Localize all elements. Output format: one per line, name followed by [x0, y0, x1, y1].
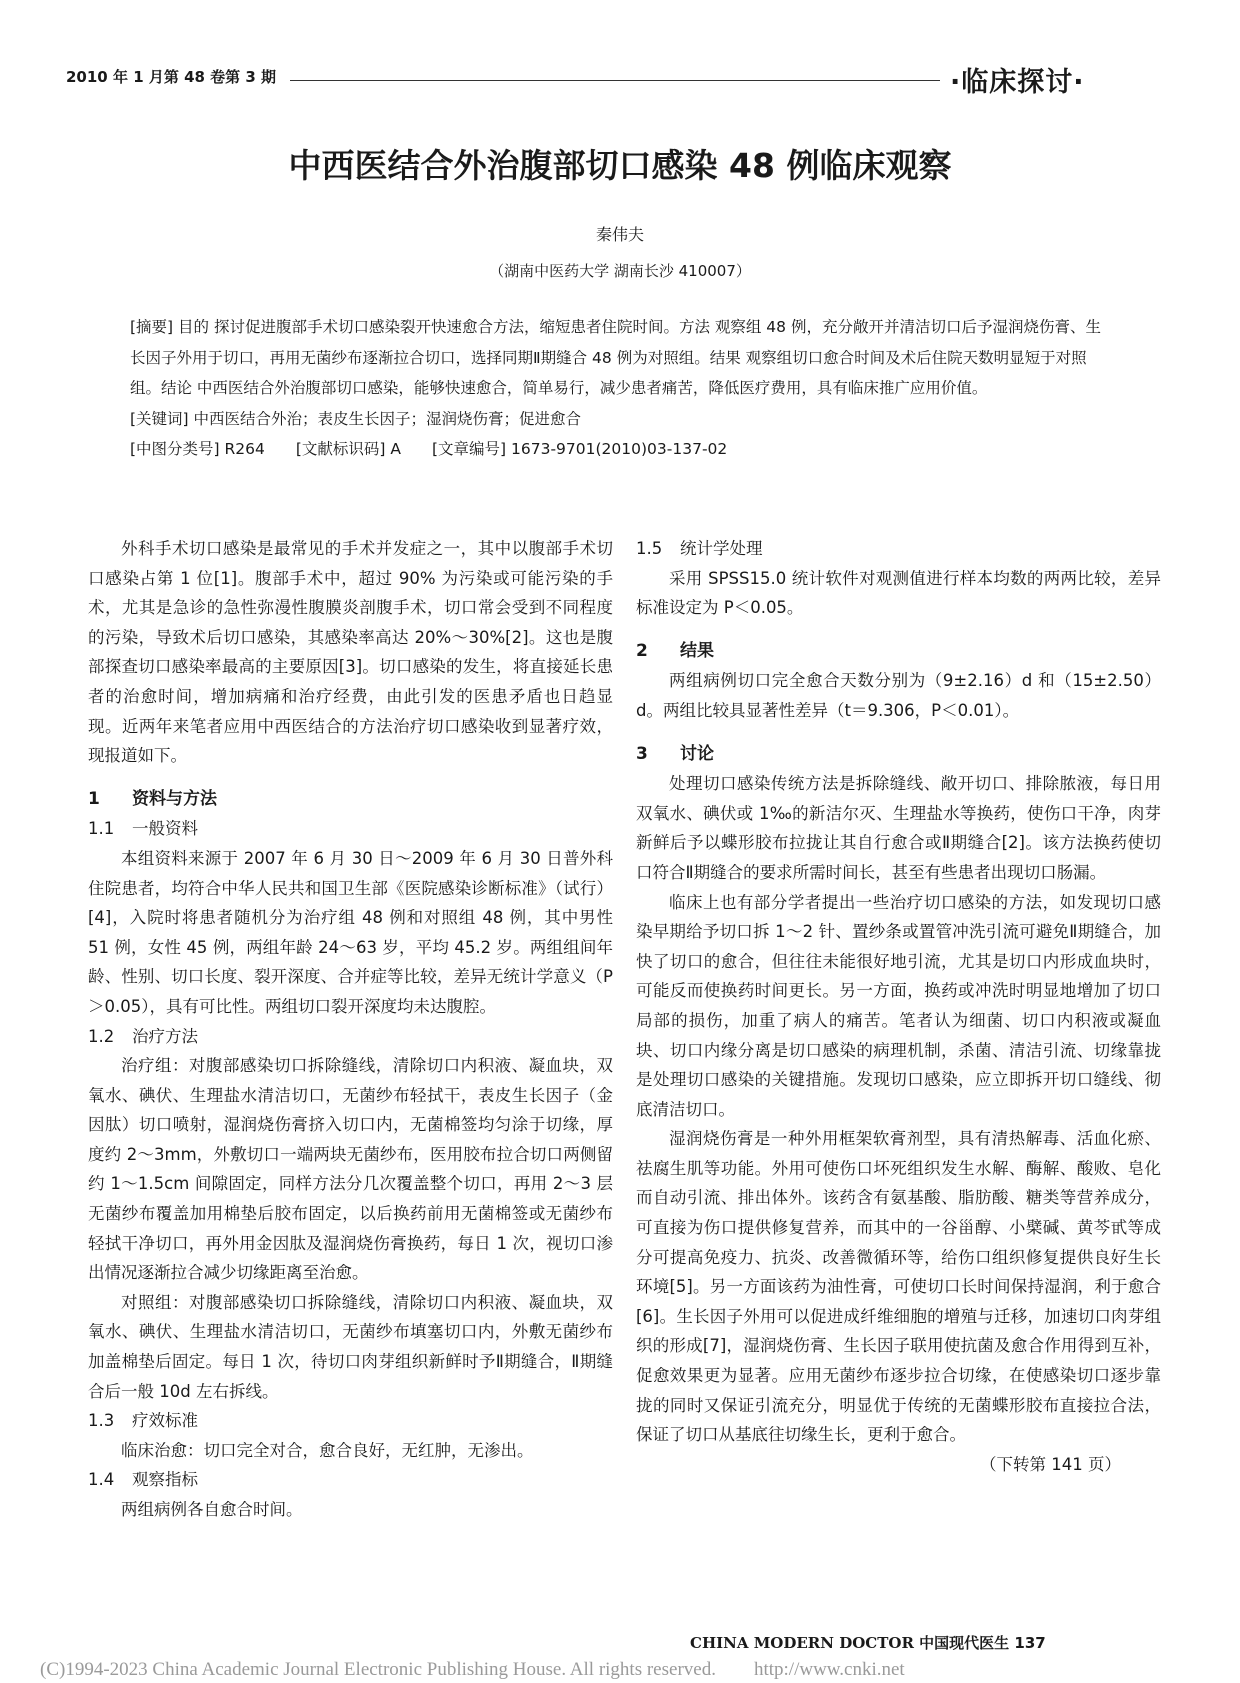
copyright-watermark: (C)1994-2023 China Academic Journal Electronic Publishing House. All rights reserved. http://www.cnki.net — [40, 1659, 905, 1680]
affiliation: （湖南中医药大学 湖南长沙 410007） — [489, 262, 751, 280]
author: 秦伟夫 — [595, 225, 644, 244]
body-paragraph: 处理切口感染传统方法是拆除缝线、敞开切口、排除脓液，每日用双氧水、碘伏或 1‰的新洁尔灭、生理盐水等换药，使伤口干净，肉芽新鲜后予以蝶形胶布拉拢让其自行愈合或Ⅱ期缝合[2]。该方法换药使切口符合Ⅱ期缝合的要求所需时间长，甚至有些患者出现切口肠漏。 — [636, 774, 1161, 882]
body-paragraph: 湿润烧伤膏是一种外用框架软膏剂型，具有清热解毒、活血化瘀、祛腐生肌等功能。外用可使伤口坏死组织发生水解、酶解、酸败、皂化而自动引流、排出体外。该药含有氨基酸、脂肪酸、糖类等营养成分，可直接为伤口提供修复营养，而其中的一谷甾醇、小檗碱、黄芩甙等成分可提高免疫力、抗炎、改善微循环等，给伤口组织修复提供良好生长环境[5]。另一方面该药为油性膏，可使切口长时间保持湿润，利于愈合[6]。生长因子外用可以促进成纤维细胞的增殖与迁移，加速切口肉芽组织的形成[7]，湿润烧伤膏、生长因子联用使抗菌及愈合作用得到互补，促愈效果更为显著。应用无菌纱布逐步拉合切缘，在使感染切口逐步靠拢的同时又保证引流充分，明显优于传统的无菌蝶形胶布直接拉合法，保证了切口从基底往切缘生长，更利于愈合。 — [636, 1129, 1161, 1445]
section-title: 讨论 — [680, 743, 714, 764]
subsection-title: 统计学处理 — [680, 539, 763, 558]
subsection-number: 1.5 — [636, 539, 663, 558]
body-paragraph: 临床上也有部分学者提出一些治疗切口感染的方法，如发现切口感染早期给予切口拆 1～2 针、置纱条或置管冲洗引流可避免Ⅱ期缝合，加快了切口的愈合，但往往未能很好地引流，尤其是切口内形成血块时，可能反而使换药时间更长。另一方面，换药或冲洗时明显地增加了切口局部的损伤，加重了病人的痛苦。笔者认为细菌、切口内积液或凝血块、切口内缘分离是切口感染的病理机制，杀菌、清洁引流、切缘靠拢是处理切口感染的关键措施。发现切口感染，应立即拆开切口缝线、彻底清洁切口。 — [636, 892, 1161, 1119]
section-heading — [88, 785, 613, 815]
section-label: ·临床探讨· — [950, 67, 1085, 98]
body-paragraph: 两组病例各自愈合时间。 — [121, 1500, 303, 1519]
subsection-number: 1.2 — [88, 1026, 115, 1046]
abstract-text: [摘要] 目的 探讨促进腹部手术切口感染裂开快速愈合方法，缩短患者住院时间。方法 观察组 48 例，充分敞开并清洁切口后予湿润烧伤膏、生长因子外用于切口，再用无菌纱布逐渐拉合切口，选择同期Ⅱ期缝合 48 例为对照组。结果 观察组切口愈合时间及术后住院天数明显短于对照组。结论 中西医结合外治腹部切口感染，能够快速愈合，简单易行，减少患者痛苦，降低医疗费用，具有临床推广应用价值。 — [130, 318, 1101, 397]
article-title: 中西医结合外治腹部切口感染 48 例临床观察 — [288, 146, 952, 185]
subsection-title: 一般资料 — [132, 819, 198, 839]
section-number: 1 — [88, 788, 100, 809]
body-paragraph: 本组资料来源于 2007 年 6 月 30 日～2009 年 6 月 30 日普外科住院患者，均符合中华人民共和国卫生部《医院感染诊断标准》（试行）[4]，入院时将患者随机分为治疗组 48 例和对照组 48 例，其中男性 51 例，女性 45 例，两组年龄 24～63 岁，平均 45.2 岁。两组组间年龄、性别、切口长度、裂开深度、合并症等比较，差异无统计学意义（P＞0.05），具有可比性。两组切口裂开深度均未达腹腔。 — [88, 848, 613, 1016]
subsection-number: 1.4 — [88, 1470, 115, 1490]
subsection-heading — [88, 1406, 613, 1436]
section-title: 资料与方法 — [132, 788, 217, 809]
subsection-number: 1.1 — [88, 819, 115, 839]
journal-name-en: CHINA MODERN DOCTOR — [690, 1634, 914, 1652]
subsection-number: 1.3 — [88, 1411, 115, 1431]
issue-info: 2010 年 1 月第 48 卷第 3 期 — [66, 68, 277, 86]
section-number: 2 — [636, 640, 648, 661]
journal-name-cn: 中国现代医生 — [919, 1634, 1010, 1652]
body-paragraph: 两组病例切口完全愈合天数分别为（9±2.16）d 和（15±2.50）d。两组比较具显著性差异（t＝9.306，P＜0.01）。 — [636, 671, 1161, 720]
page-number: 137 — [1014, 1634, 1046, 1652]
body-paragraph: 采用 SPSS15.0 统计软件对观测值进行样本均数的两两比较，差异标准设定为 P＜0.05。 — [636, 568, 1161, 618]
continued-note: （下转第 141 页） — [980, 1454, 1121, 1474]
right-column — [636, 534, 1161, 1479]
subsection-title: 疗效标准 — [132, 1411, 198, 1431]
keywords: [关键词] 中西医结合外治；表皮生长因子；湿润烧伤膏；促进愈合 — [130, 409, 582, 428]
page-footer — [690, 1632, 1046, 1653]
section-heading — [636, 637, 1161, 667]
subsection-heading — [88, 1465, 613, 1495]
body-paragraph: 对照组：对腹部感染切口拆除缝线，清除切口内积液、凝血块，双氧水、碘伏、生理盐水清洁切口，无菌纱布填塞切口内，外敷无菌纱布加盖棉垫后固定。每日 1 次，待切口肉芽组织新鲜时予Ⅱ期缝合，Ⅱ期缝合后一般 10d 左右拆线。 — [88, 1292, 613, 1401]
intro-paragraph: 外科手术切口感染是最常见的手术并发症之一，其中以腹部手术切口感染占第 1 位[1]。腹部手术中，超过 90% 为污染或可能污染的手术，尤其是急诊的急性弥漫性腹膜炎剖腹手术，切口常会受到不同程度的污染，导致术后切口感染，其感染率高达 20%～30%[2]。这也是腹部探查切口感染率最高的主要原因[3]。切口感染的发生，将直接延长患者的治愈时间，增加病痛和治疗经费，由此引发的医患矛盾也日趋显现。近两年来笔者应用中西医结合的方法治疗切口感染收到显著疗效，现报道如下。 — [88, 539, 613, 766]
subsection-heading — [88, 814, 613, 844]
classification-codes: [中图分类号] R264 [文献标识码] A [文章编号] 1673-9701(2010)03-137-02 — [130, 440, 728, 458]
subsection-title: 治疗方法 — [132, 1026, 198, 1046]
section-title: 结果 — [680, 640, 714, 661]
subsection-heading — [88, 1022, 613, 1052]
header-rule — [290, 80, 940, 81]
subsection-heading — [636, 534, 1161, 564]
subsection-title: 观察指标 — [132, 1470, 198, 1490]
left-column — [88, 534, 613, 1525]
abstract-block — [130, 312, 1115, 465]
section-heading — [636, 740, 1161, 770]
section-number: 3 — [636, 743, 648, 764]
body-paragraph: 临床治愈：切口完全对合，愈合良好，无红肿，无渗出。 — [121, 1440, 534, 1460]
body-paragraph: 治疗组：对腹部感染切口拆除缝线，清除切口内积液、凝血块，双氧水、碘伏、生理盐水清洁切口，无菌纱布轻拭干，表皮生长因子（金因肽）切口喷射，湿润烧伤膏挤入切口内，无菌棉签均匀涂于切缘，厚度约 2～3mm，外敷切口一端两块无菌纱布，医用胶布拉合切口两侧留约 1～1.5cm 间隙固定，同样方法分几次覆盖整个切口，再用 2～3 层无菌纱布覆盖加用棉垫后胶布固定，以后换药前用无菌棉签或无菌纱布轻拭干净切口，再外用金因肽及湿润烧伤膏换药，每日 1 次，视切口渗出情况逐渐拉合减少切缘距离至治愈。 — [88, 1056, 613, 1283]
